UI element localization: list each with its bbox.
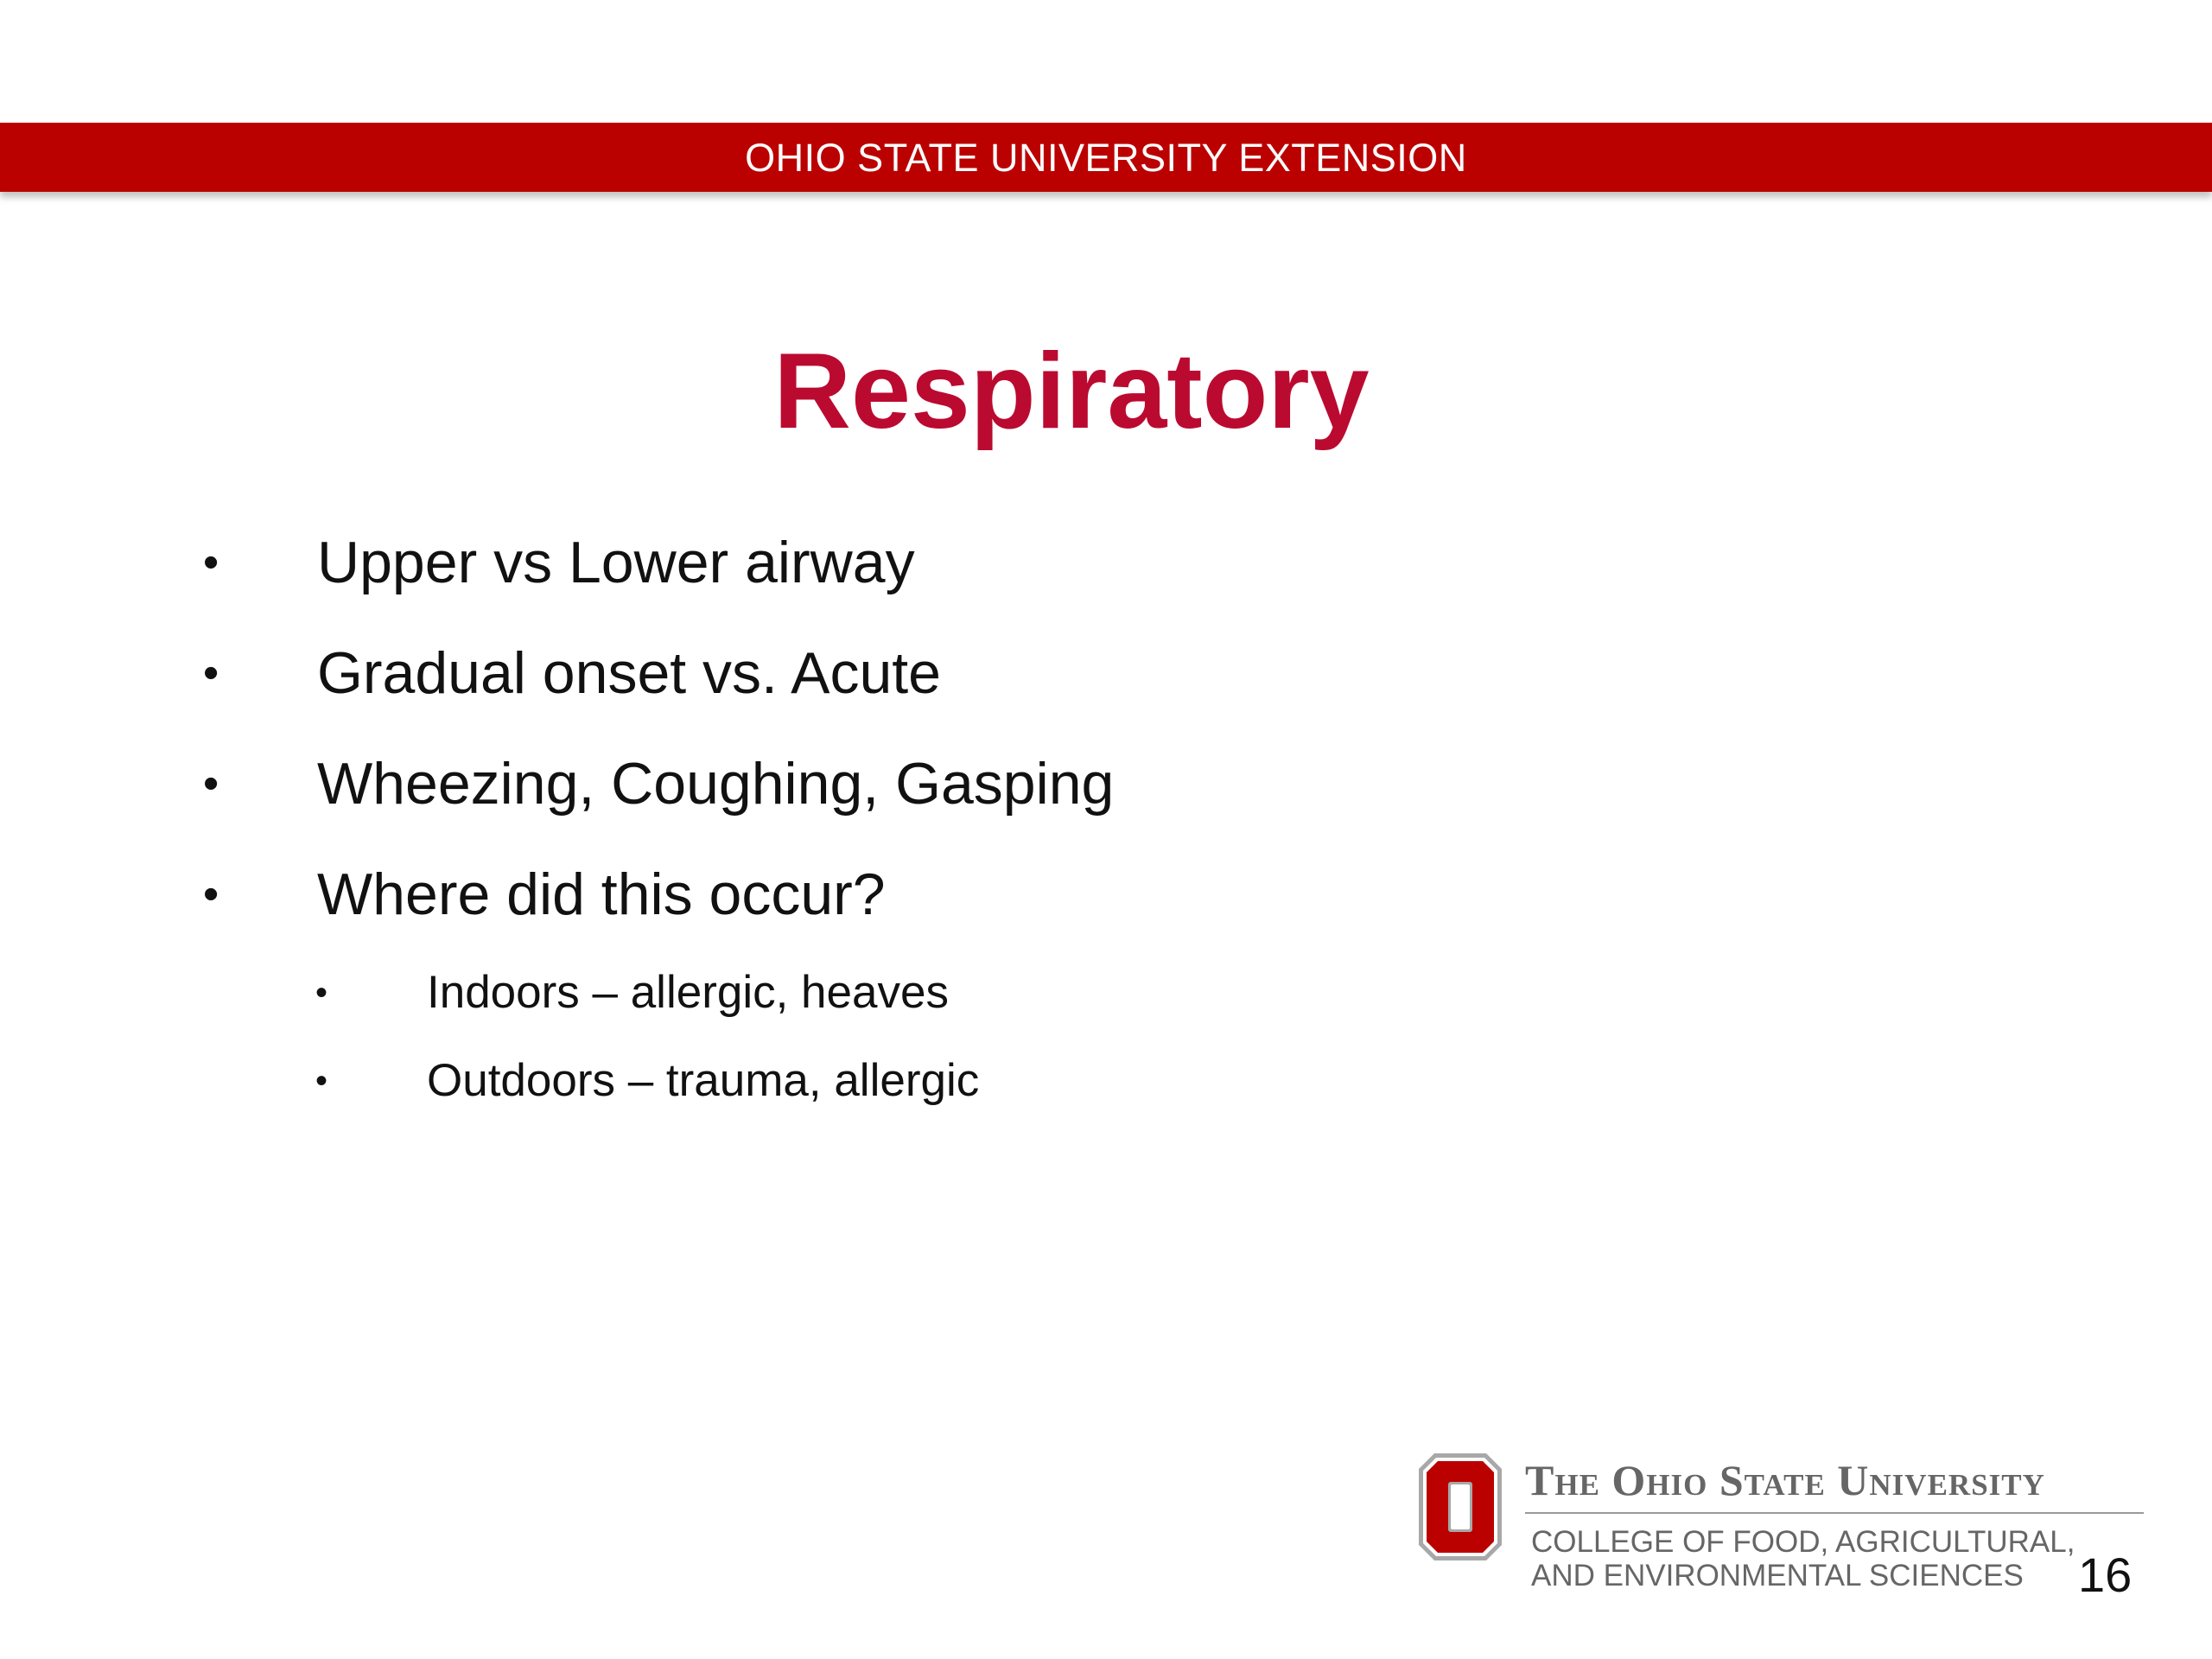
sub-list-item <box>315 967 949 1018</box>
bullet-marker: • <box>203 537 219 588</box>
list-item <box>203 861 886 927</box>
bullet-text: Gradual onset vs. Acute <box>317 640 941 706</box>
university-logo <box>1417 1452 2143 1607</box>
bullet-text: Upper vs Lower airway <box>317 530 915 595</box>
list-item <box>203 751 1115 817</box>
college-name-line-2: AND ENVIRONMENTAL SCIENCES <box>1531 1559 2024 1592</box>
page-number: 16 <box>2078 1548 2133 1602</box>
bullet-text: Where did this occur? <box>317 861 886 927</box>
banner-text: OHIO STATE UNIVERSITY EXTENSION <box>745 135 1467 180</box>
sub-bullet-marker: • <box>315 1061 328 1100</box>
bullet-text: Wheezing, Coughing, Gasping <box>317 751 1115 817</box>
bullet-marker: • <box>203 648 219 698</box>
logo-divider <box>1525 1512 2144 1514</box>
sub-bullet-marker: • <box>315 973 328 1012</box>
block-o-logo-icon <box>1417 1452 1503 1562</box>
list-item <box>203 530 915 595</box>
slide-title: Respiratory <box>773 332 1370 451</box>
sub-list-item <box>315 1055 980 1106</box>
university-name: The Ohio State University <box>1525 1456 2045 1504</box>
college-name-line-1: COLLEGE OF FOOD, AGRICULTURAL, <box>1531 1525 2075 1559</box>
bullet-marker: • <box>203 759 219 809</box>
bullet-marker: • <box>203 869 219 919</box>
sub-bullet-text: Outdoors – trauma, allergic <box>427 1055 980 1106</box>
sub-bullet-text: Indoors – allergic, heaves <box>427 967 949 1018</box>
list-item <box>203 640 941 706</box>
